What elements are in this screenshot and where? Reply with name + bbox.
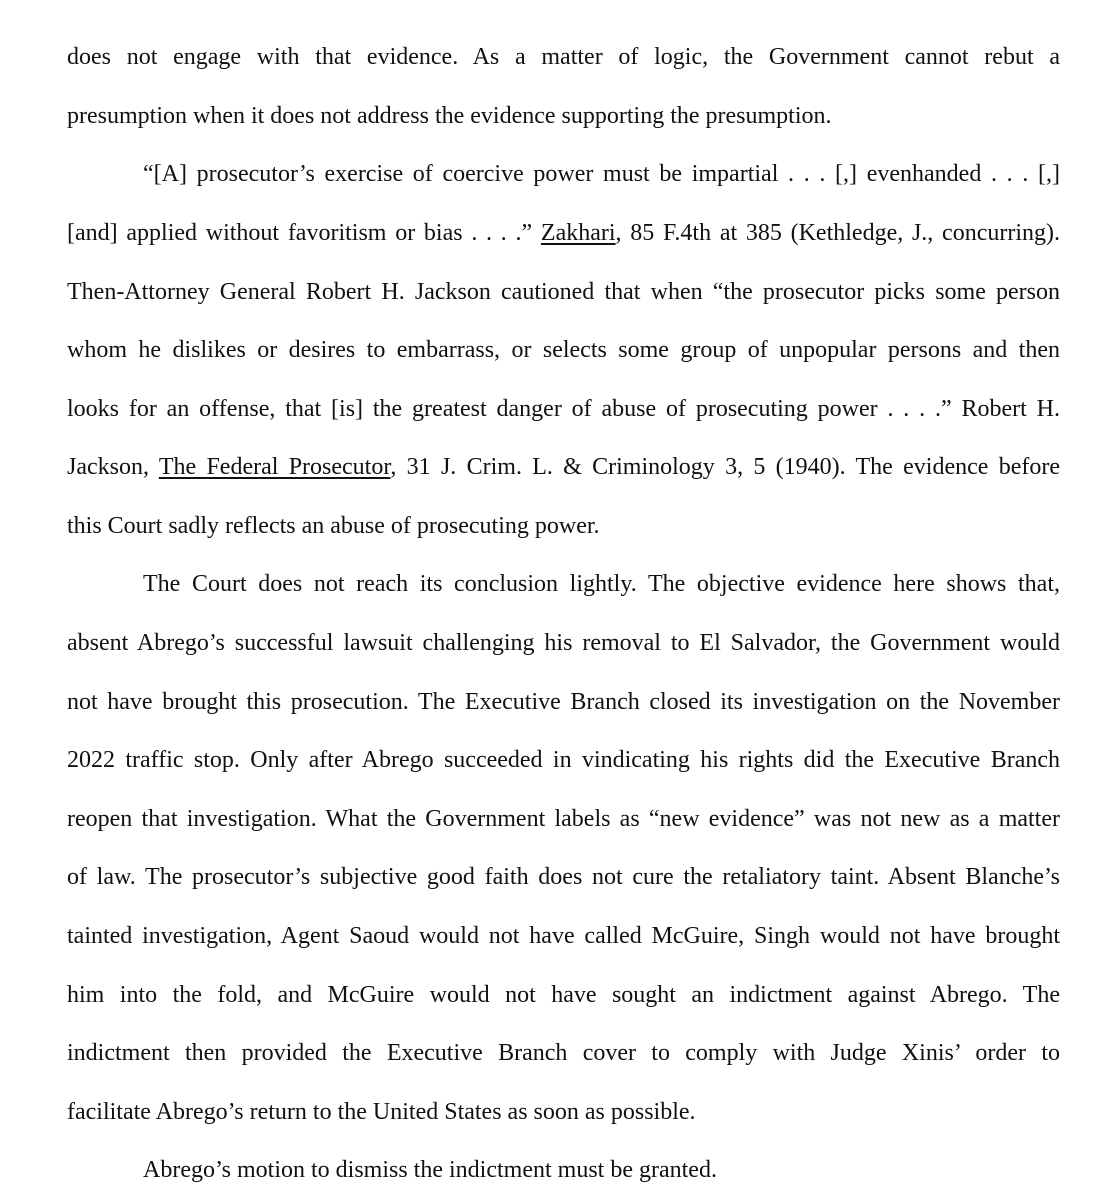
text-line: absent Abrego’s successful lawsuit challenging his removal to El Salvador, the Government would bbox=[67, 630, 1060, 656]
text-line: this Court sadly reflects an abuse of prosecuting power. bbox=[67, 513, 600, 539]
text-line: not have brought this prosecution. The Executive Branch closed its investigation on the November bbox=[67, 689, 1060, 715]
text-line: The Court does not reach its conclusion lightly. The objective evidence here shows that, bbox=[143, 571, 1060, 597]
text-line: “[A] prosecutor’s exercise of coercive power must be impartial . . . [,] evenhanded . . . [,] bbox=[143, 161, 1060, 187]
text-line: tainted investigation, Agent Saoud would not have called McGuire, Singh would not have brought bbox=[67, 923, 1060, 949]
article-title-federal-prosecutor: The Federal Prosecutor bbox=[158, 454, 391, 480]
text-span: Jackson, bbox=[67, 454, 159, 480]
text-line: whom he dislikes or desires to embarrass, or selects some group of unpopular persons and then bbox=[67, 337, 1060, 363]
text-line: 2022 traffic stop. Only after Abrego succeeded in vindicating his rights did the Executive Branch bbox=[67, 747, 1060, 773]
text-line: looks for an offense, that [is] the greatest danger of abuse of prosecuting power . . . .” Robert H. bbox=[67, 396, 1060, 422]
text-line: Then-Attorney General Robert H. Jackson cautioned that when “the prosecutor picks some person bbox=[67, 279, 1060, 305]
text-line: him into the fold, and McGuire would not have sought an indictment against Abrego. The bbox=[67, 982, 1060, 1008]
text-line: indictment then provided the Executive Branch cover to comply with Judge Xinis’ order to bbox=[67, 1040, 1060, 1066]
case-citation-zakhari: Zakhari bbox=[540, 220, 616, 246]
text-line-with-citation bbox=[67, 219, 1060, 247]
text-span: , 85 F.4th at 385 (Kethledge, J., concurring). bbox=[615, 220, 1060, 246]
text-span: , 31 J. Crim. L. & Criminology 3, 5 (1940). The evidence before bbox=[390, 454, 1060, 480]
text-line: Abrego’s motion to dismiss the indictment must be granted. bbox=[143, 1157, 717, 1183]
text-line: facilitate Abrego’s return to the United States as soon as possible. bbox=[67, 1099, 696, 1125]
text-line-with-citation bbox=[67, 453, 1060, 481]
text-line: of law. The prosecutor’s subjective good faith does not cure the retaliatory taint. Absent Blanche’s bbox=[67, 864, 1060, 890]
text-line: presumption when it does not address the evidence supporting the presumption. bbox=[67, 103, 832, 129]
text-line: reopen that investigation. What the Government labels as “new evidence” was not new as a matter bbox=[67, 806, 1060, 832]
text-line: does not engage with that evidence. As a matter of logic, the Government cannot rebut a bbox=[67, 44, 1060, 70]
text-span: [and] applied without favoritism or bias . . . .” bbox=[67, 220, 541, 246]
